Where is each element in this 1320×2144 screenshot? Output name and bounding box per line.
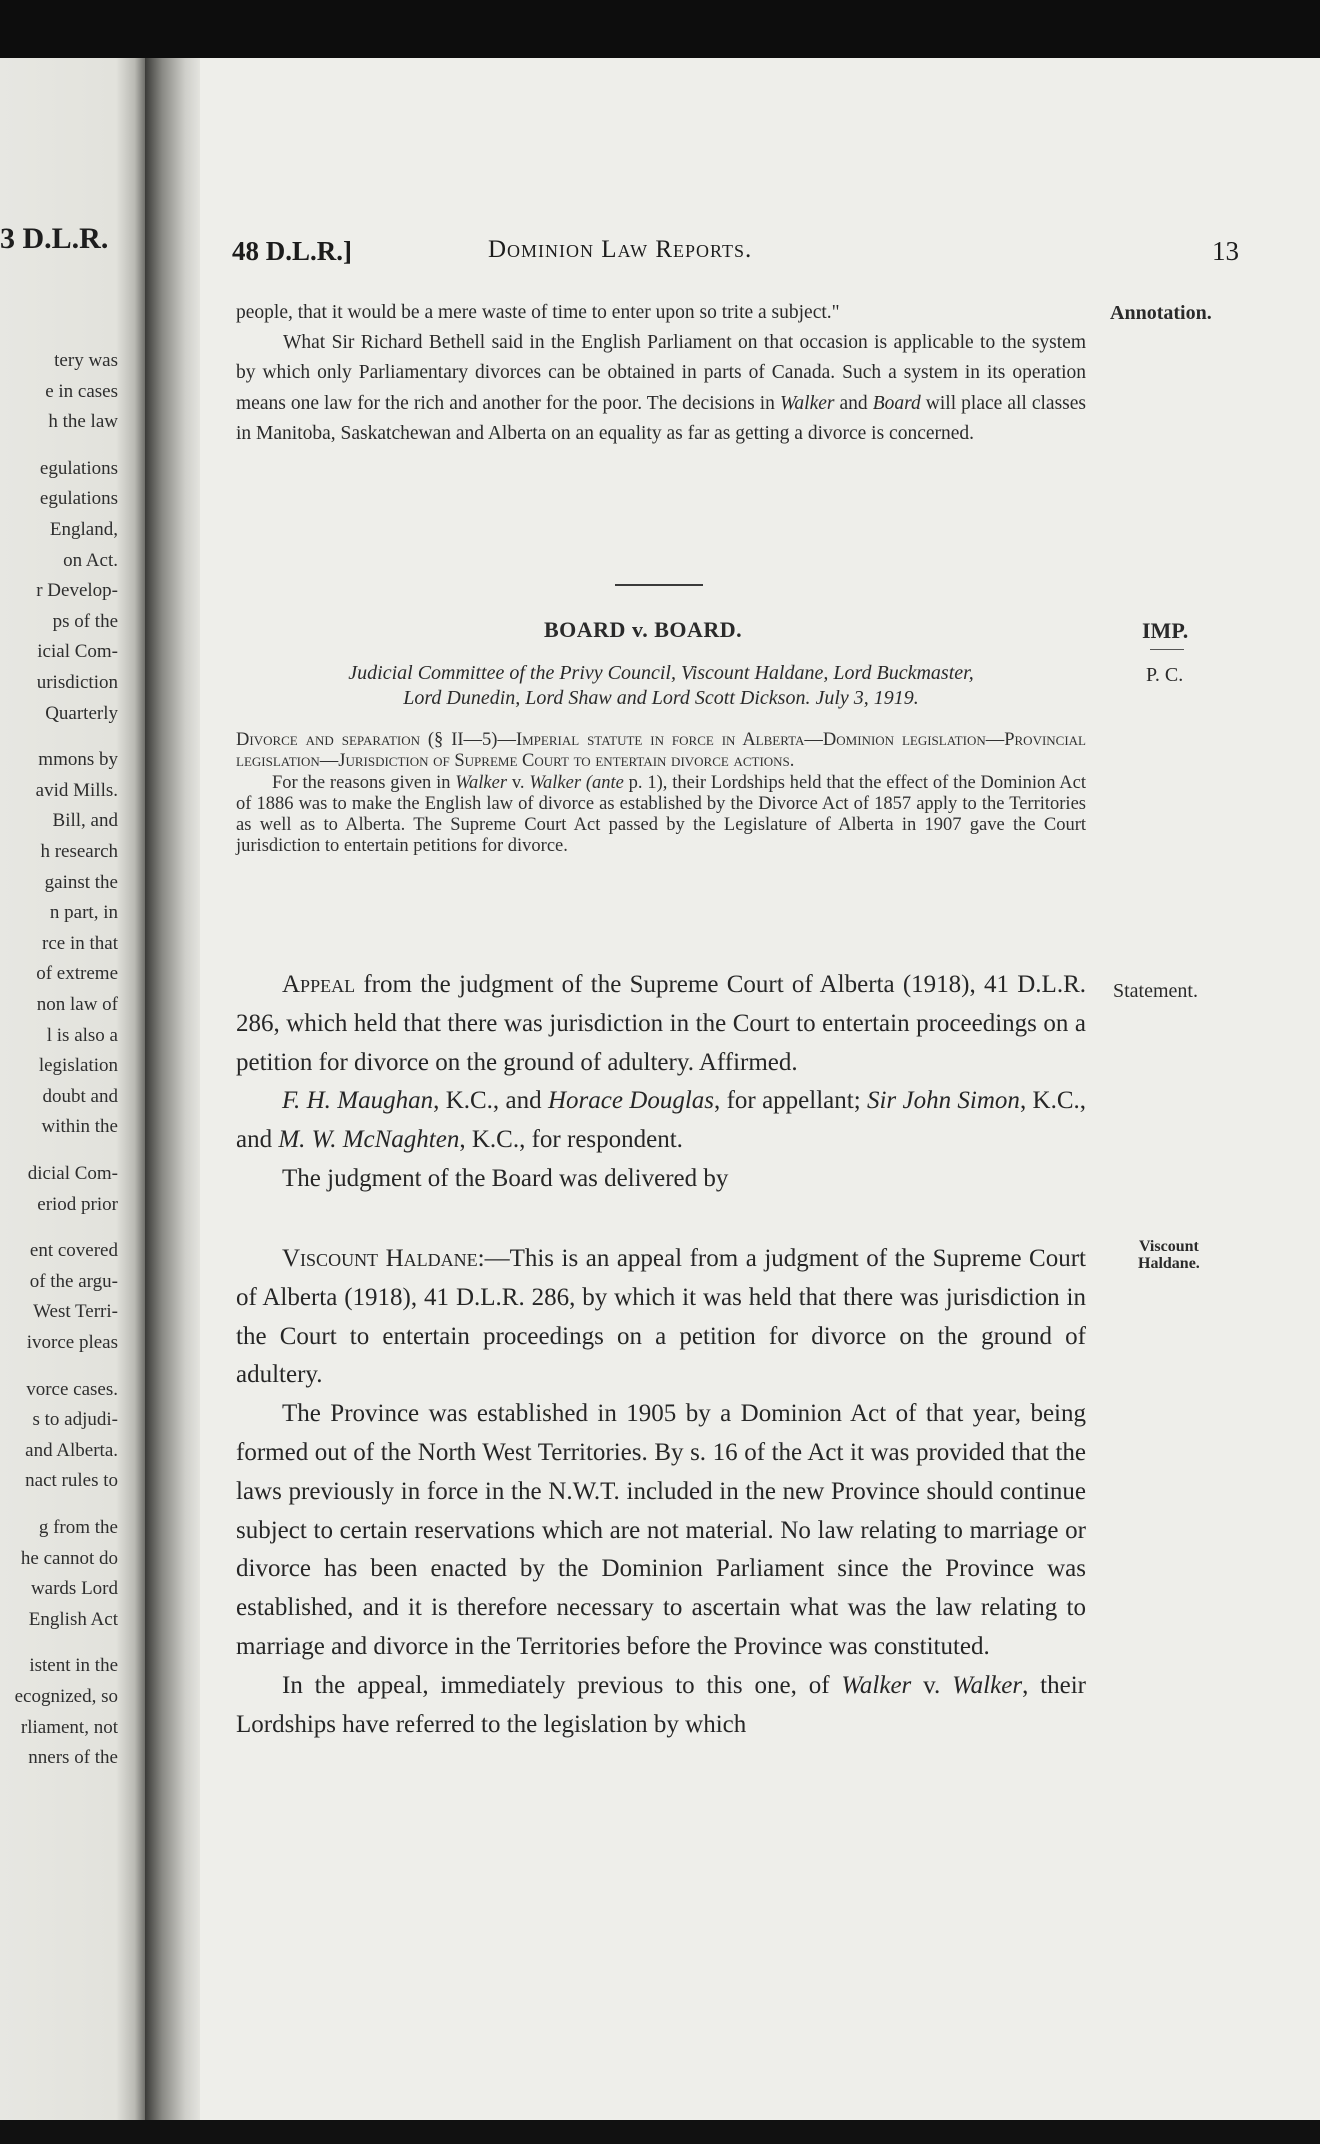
annotation-text xyxy=(236,298,1086,449)
facing-page-line: g from the xyxy=(38,1517,118,1538)
facing-page-line: ecognized, so xyxy=(14,1686,118,1707)
facing-page-line: istent in the xyxy=(29,1655,118,1677)
facing-page-line: rce in that xyxy=(42,932,118,954)
judgment-paragraph: Viscount Haldane:—This is an appeal from a judgment of the Supreme Court of Alberta (1918), 41 D.L.R. 286, by which it was held that there was jurisdiction in the Court to entertain proceedings on a petition for divorce on the ground of adultery. xyxy=(236,1245,1086,1389)
court-side-label: IMP. xyxy=(1142,618,1189,643)
headnote-subject: Divorce and separation (§ II—5)—Imperial statute in force in Alberta—Dominion legislation—Provincial legislation—Jurisdiction of Supreme Court to entertain divorce actions. xyxy=(236,730,1086,772)
facing-page-line: icial Com- xyxy=(37,641,118,663)
facing-page-line: England, xyxy=(49,519,118,540)
facing-page-line: non law of xyxy=(36,994,118,1015)
judge-side-label: Viscount Haldane. xyxy=(1138,1238,1200,1272)
facing-page-line: egulations xyxy=(39,488,118,510)
facing-page-fragment xyxy=(0,58,145,2120)
facing-page-line: on Act. xyxy=(63,549,118,571)
court-side-sublabel: P. C. xyxy=(1146,664,1184,686)
facing-page-line: ps of the xyxy=(52,610,118,632)
court-line: Judicial Committee of the Privy Council, Viscount Haldane, Lord Buckmaster, xyxy=(348,662,974,684)
facing-page-line: ivorce pleas xyxy=(26,1332,118,1353)
annotation-paragraph: people, that it would be a mere waste of time to enter upon so trite a subject." xyxy=(236,302,840,323)
delivered-by: The judgment of the Board was delivered by xyxy=(282,1164,729,1192)
annotation-side-label: Annotation. xyxy=(1110,302,1212,324)
facing-page-line: tery was xyxy=(54,350,118,371)
facing-page-line: e in cases xyxy=(45,380,118,402)
running-head-title: Dominion Law Reports. xyxy=(488,236,753,263)
facing-page-line: English Act xyxy=(28,1608,118,1630)
facing-page-line: Quarterly xyxy=(45,702,118,724)
facing-page-line: ent covered xyxy=(29,1240,118,1262)
facing-page-line: of the argu- xyxy=(29,1270,118,1292)
facing-page-header: 3 D.L.R. xyxy=(0,222,109,255)
facing-page-line: avid Mills. xyxy=(35,779,118,801)
facing-page-line: doubt and xyxy=(42,1085,118,1107)
facing-page-line: West Terri- xyxy=(33,1301,118,1323)
facing-page-line: and Alberta. xyxy=(25,1439,118,1461)
facing-page-line: n part, in xyxy=(49,902,118,924)
facing-page-line: r Develop- xyxy=(36,580,118,602)
headnote-text: For the reasons given in Walker v. Walker (ante p. 1), their Lordships held that the effect of the Dominion Act of 1886 was to make the English law of divorce as established by the Divorce Act of 1857 apply to the Territories as well as to Alberta. The Supreme Court Act passed by the Legislature of Alberta in 1907 gave the Court jurisdiction to entertain petitions for divorce. xyxy=(236,772,1087,857)
judgment-paragraph: The Province was established in 1905 by a Dominion Act of that year, being formed out of the North West Territories. By s. 16 of the Act it was provided that the laws previously in force in the N.W.T. included in the new Province should continue subject to certain reservations which are not material. No law relating to marriage or divorce has been enacted by the Dominion Parliament since the Province was established, and it is therefore necessary to ascertain what was the law relating to marriage and divorce in the Territories before the Province was constituted. xyxy=(236,1400,1086,1660)
section-divider xyxy=(615,584,703,586)
facing-page-line: s to adjudi- xyxy=(32,1409,118,1431)
scan-bottom-border xyxy=(0,2120,1320,2144)
page-number: 13 xyxy=(1212,236,1239,266)
facing-page-line: Bill, and xyxy=(52,810,118,832)
facing-page-line: urisdiction xyxy=(36,672,118,693)
counsel-paragraph: F. H. Maughan, K.C., and Horace Douglas, for appellant; Sir John Simon, K.C., and M. W. McNaghten, K.C., for respondent. xyxy=(236,1087,1087,1154)
facing-page-line: eriod prior xyxy=(37,1193,118,1215)
facing-page-line: of extreme xyxy=(36,963,118,985)
facing-page-line: nners of the xyxy=(28,1747,118,1769)
facing-page-line: mmons by xyxy=(38,749,118,771)
facing-page-line: dicial Com- xyxy=(27,1163,118,1184)
book-gutter xyxy=(145,58,203,2120)
facing-page-line: he cannot do xyxy=(20,1547,118,1569)
case-title: BOARD v. BOARD. xyxy=(544,617,743,642)
facing-page-line: vorce cases. xyxy=(26,1378,118,1400)
statement-paragraph: Appeal from the judgment of the Supreme Court of Alberta (1918), 41 D.L.R. 286, which held that there was jurisdiction in the Court to entertain proceedings on a petition for divorce on the ground of adultery. Affirmed. xyxy=(236,971,1086,1076)
facing-page-line: wards Lord xyxy=(30,1578,118,1600)
statement-text xyxy=(236,966,1086,1199)
statement-side-label: Statement. xyxy=(1113,980,1198,1002)
scan-top-border xyxy=(0,0,1320,58)
facing-page-line: h research xyxy=(40,841,118,862)
court-line: Lord Dunedin, Lord Shaw and Lord Scott Dickson. July 3, 1919. xyxy=(403,687,919,709)
facing-page-line: l is also a xyxy=(46,1024,118,1046)
facing-page-line: gainst the xyxy=(44,871,118,893)
facing-page-line: nact rules to xyxy=(25,1470,118,1492)
facing-page-line: within the xyxy=(41,1116,118,1138)
running-head-volume: 48 D.L.R.] xyxy=(232,236,352,266)
facing-page-line: rliament, not xyxy=(20,1716,118,1738)
side-rule xyxy=(1150,649,1184,650)
facing-page-line: egulations xyxy=(39,457,118,479)
headnote xyxy=(236,730,1086,858)
facing-page-line: legislation xyxy=(38,1055,118,1077)
facing-page-line: h the law xyxy=(48,411,118,433)
annotation-paragraph: What Sir Richard Bethell said in the English Parliament on that occasion is applicable to the system by which only Parliamentary divorces can be obtained in parts of Canada. Such a system in its operation means one law for the rich and another for the poor. The decisions in Walker and Board will place all classes in Manitoba, Saskatchewan and Alberta on an equality as far as getting a divorce is concerned. xyxy=(236,332,1087,444)
judgment-text xyxy=(236,1240,1086,1744)
judgment-paragraph: In the appeal, immediately previous to this one, of Walker v. Walker, their Lordships have referred to the legislation by which xyxy=(236,1671,1086,1738)
